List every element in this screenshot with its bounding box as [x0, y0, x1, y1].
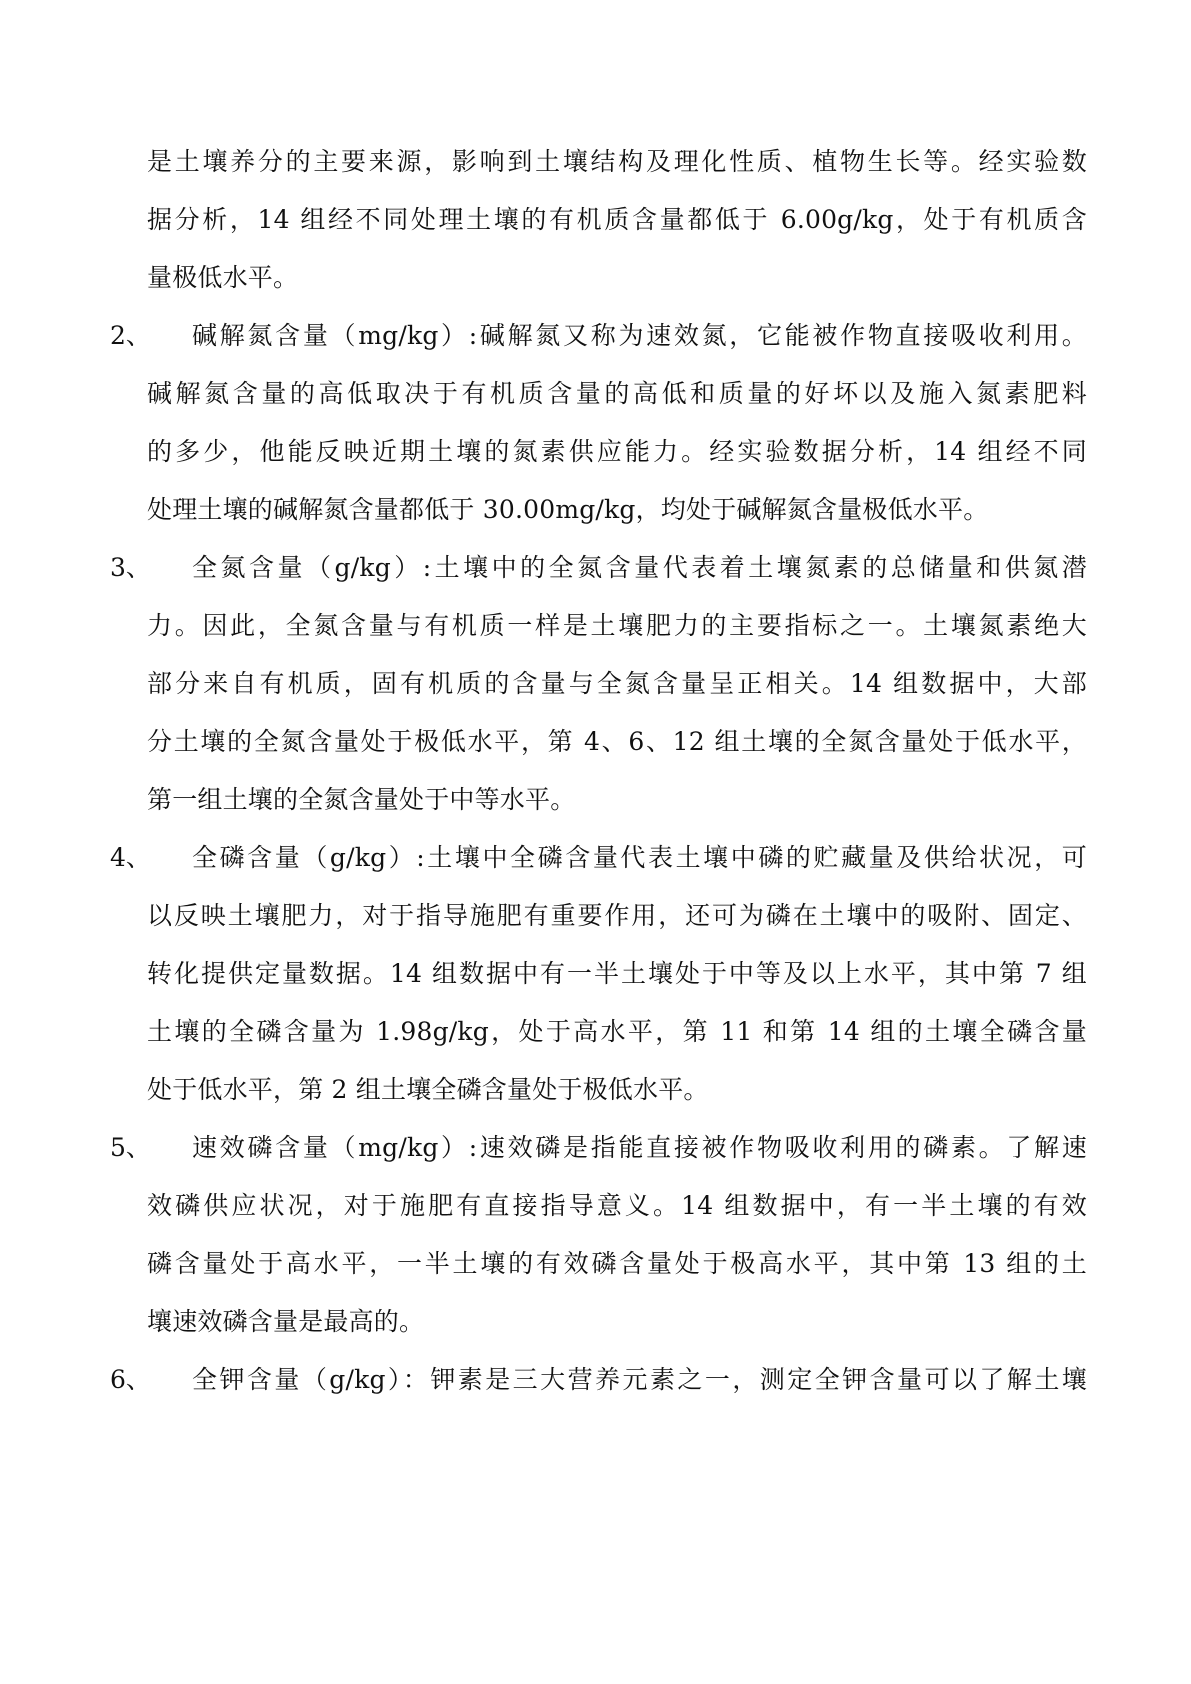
paragraph-line: 磷含量处于高水平，一半土壤的有效磷含量处于极高水平，其中第 13 组的土: [147, 1249, 1087, 1278]
item-number: 6、: [110, 1365, 151, 1394]
paragraph-line: 处理土壤的碱解氮含量都低于 30.00mg/kg，均处于碱解氮含量极低水平。: [147, 495, 989, 524]
paragraph-line: 转化提供定量数据。14 组数据中有一半土壤处于中等及以上水平，其中第 7 组: [147, 959, 1087, 988]
paragraph-line: 碱解氮含量的高低取决于有机质含量的高低和质量的好坏以及施入氮素肥料: [147, 379, 1087, 408]
paragraph-line: 的多少，他能反映近期土壤的氮素供应能力。经实验数据分析，14 组经不同: [147, 437, 1087, 466]
paragraph-line: 是土壤养分的主要来源，影响到土壤结构及理化性质、植物生长等。经实验数: [147, 147, 1087, 176]
paragraph-line: 效磷供应状况，对于施肥有直接指导意义。14 组数据中，有一半土壤的有效: [147, 1191, 1087, 1220]
paragraph-line: 土壤的全磷含量为 1.98g/kg，处于高水平，第 11 和第 14 组的土壤全磷含量: [147, 1017, 1087, 1046]
paragraph-line: 处于低水平，第 2 组土壤全磷含量处于极低水平。: [147, 1075, 709, 1104]
paragraph-line: 碱解氮含量（mg/kg）:碱解氮又称为速效氮，它能被作物直接吸收利用。: [192, 321, 1087, 350]
paragraph-line: 量极低水平。: [147, 263, 299, 292]
paragraph-line: 部分来自有机质，固有机质的含量与全氮含量呈正相关。14 组数据中，大部: [147, 669, 1087, 698]
paragraph-line: 力。因此，全氮含量与有机质一样是土壤肥力的主要指标之一。土壤氮素绝大: [147, 611, 1087, 640]
paragraph-line: 分土壤的全氮含量处于极低水平，第 4、6、12 组土壤的全氮含量处于低水平，: [147, 727, 1087, 756]
paragraph-line: 以反映土壤肥力，对于指导施肥有重要作用，还可为磷在土壤中的吸附、固定、: [147, 901, 1087, 930]
item-number: 5、: [110, 1133, 151, 1162]
paragraph-line: 第一组土壤的全氮含量处于中等水平。: [147, 785, 576, 814]
item-number: 3、: [110, 553, 151, 582]
paragraph-line: 全钾含量（g/kg）：钾素是三大营养元素之一，测定全钾含量可以了解土壤: [192, 1365, 1087, 1394]
paragraph-line: 全磷含量（g/kg）:土壤中全磷含量代表土壤中磷的贮藏量及供给状况，可: [192, 843, 1087, 872]
paragraph-line: 据分析，14 组经不同处理土壤的有机质含量都低于 6.00g/kg，处于有机质含: [147, 205, 1087, 234]
paragraph-line: 速效磷含量（mg/kg）:速效磷是指能直接被作物吸收利用的磷素。了解速: [192, 1133, 1087, 1162]
paragraph-line: 壤速效磷含量是最高的。: [147, 1307, 425, 1336]
item-number: 2、: [110, 321, 151, 350]
item-number: 4、: [110, 843, 151, 872]
paragraph-line: 全氮含量（g/kg）:土壤中的全氮含量代表着土壤氮素的总储量和供氮潜: [192, 553, 1087, 582]
